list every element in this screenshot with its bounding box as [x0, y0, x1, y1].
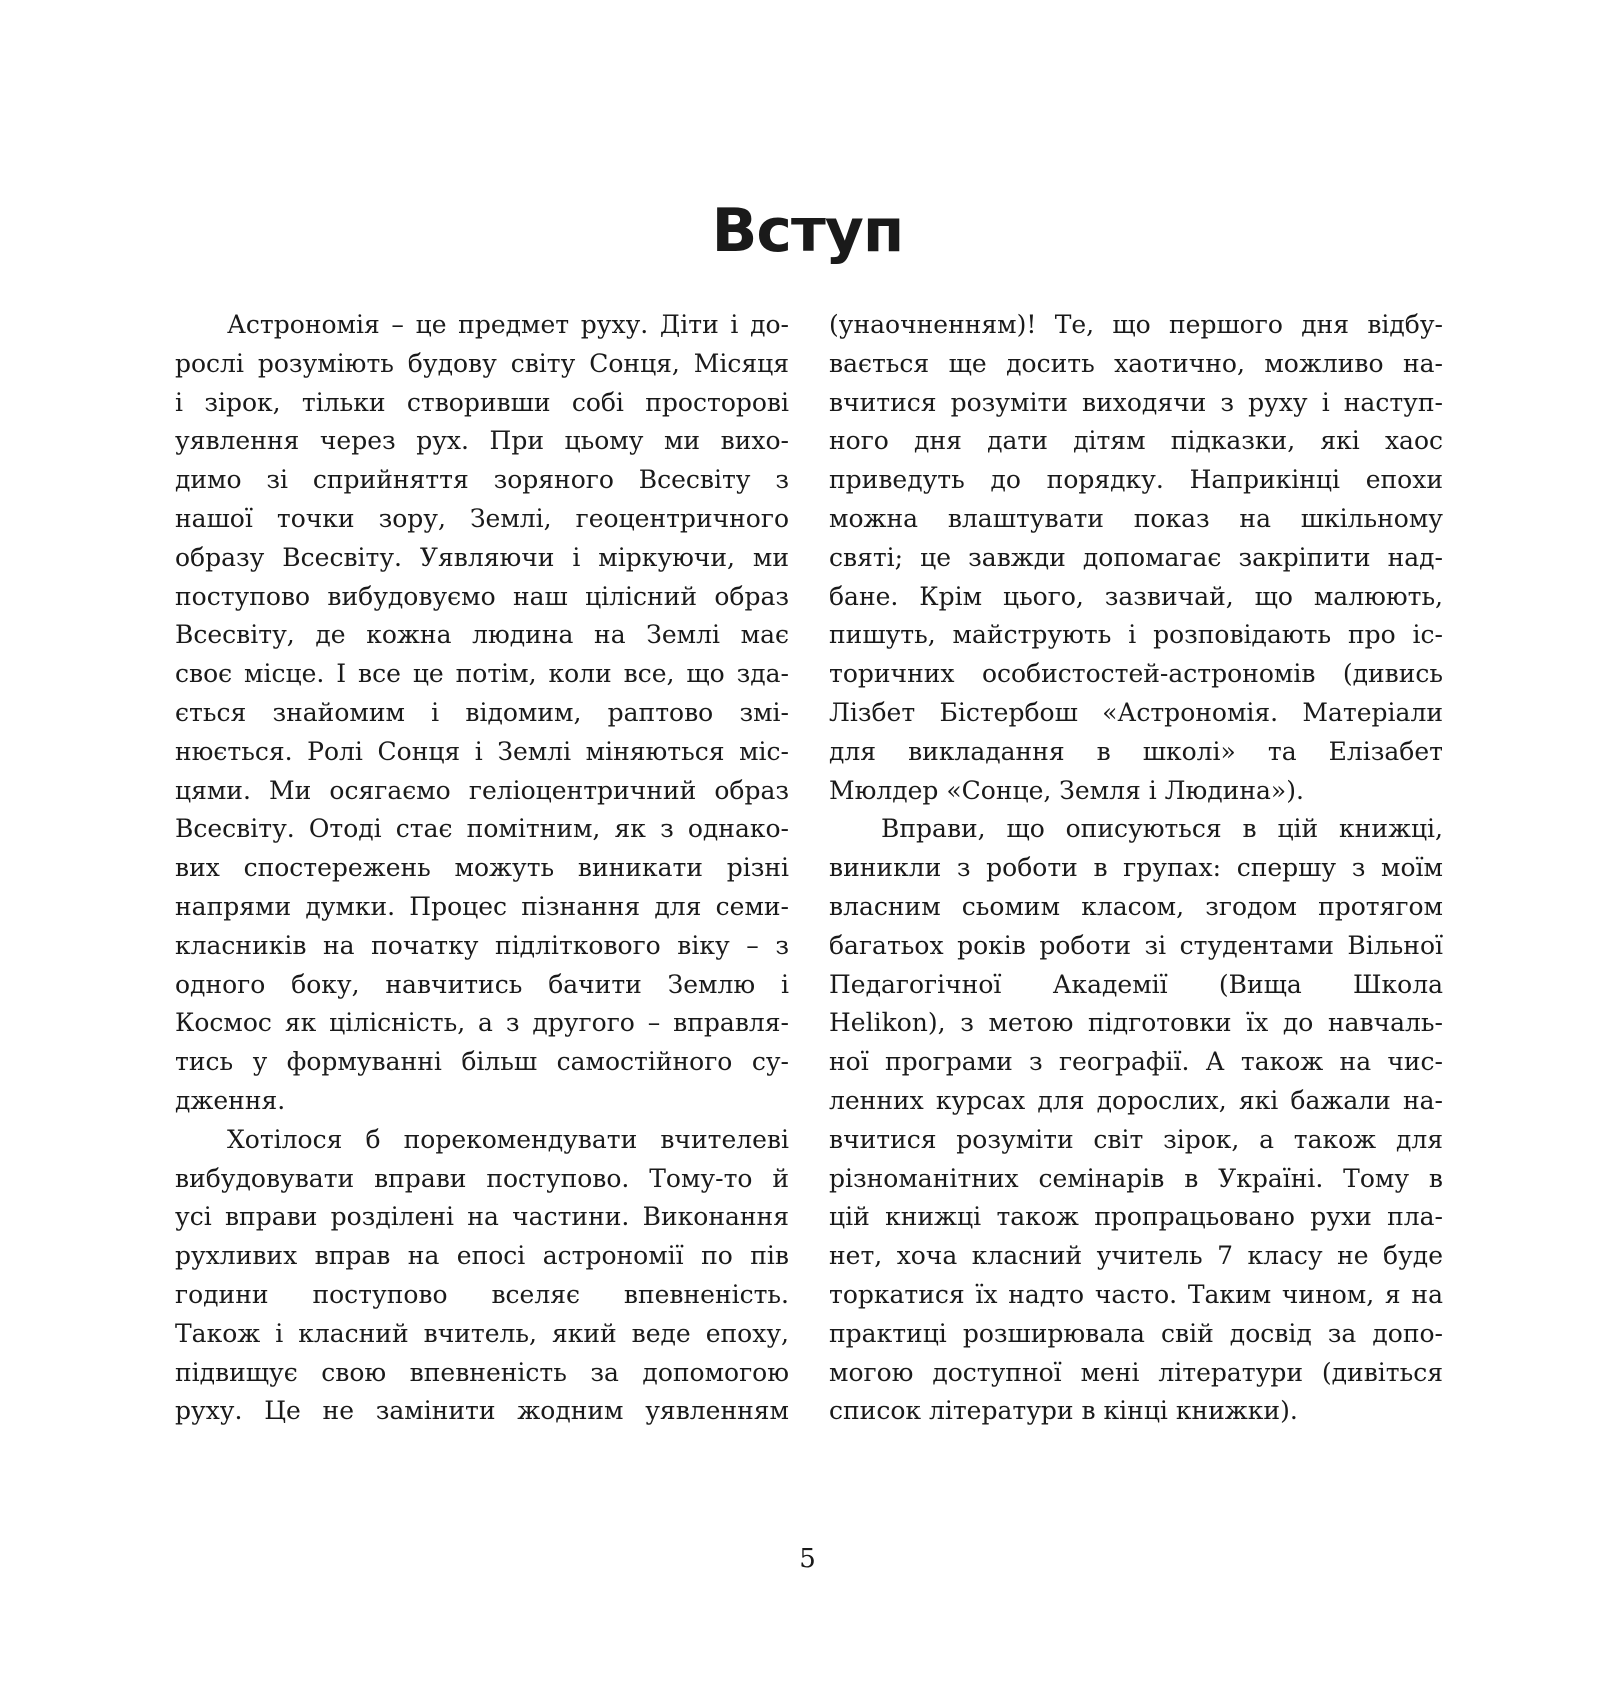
text-line: торичних особистостей-астрономів (дивись	[829, 659, 1443, 689]
text-line: бане. Крім цього, зазвичай, що малюють,	[829, 581, 1443, 611]
text-line: можна влаштувати показ на шкільному	[829, 503, 1443, 533]
text-line: власним сьомим класом, згодом протягом	[829, 891, 1443, 921]
text-line: Лізбет Бістербош «Астрономія. Матеріали	[829, 697, 1443, 727]
text-line: список літератури в кінці книжки).	[829, 1396, 1298, 1426]
text-line: пишуть, майструють і розповідають про іс-	[829, 620, 1443, 650]
text-line: Космос як цілісність, а з другого – вправля-	[175, 1008, 789, 1038]
text-line: поступово вибудовуємо наш цілісний образ	[175, 581, 789, 611]
text-line: уявлення через рух. При цьому ми вихо-	[175, 426, 789, 456]
text-line: практиці розширювала свій досвід за допо-	[829, 1318, 1443, 1348]
text-line: тись у формуванні більш самостійного су-	[175, 1047, 789, 1077]
text-line: приведуть до порядку. Наприкінці епохи	[829, 465, 1443, 495]
text-line: одного боку, навчитись бачити Землю і	[175, 969, 789, 999]
right-text-column	[829, 306, 1443, 1431]
text-line: класників на початку підліткового віку – з	[175, 930, 789, 960]
text-line: Helikon), з метою підготовки їх до навчаль-	[829, 1008, 1443, 1038]
text-line: (унаочненням)! Те, що першого дня відбу-	[829, 310, 1443, 339]
text-line: багатьох років роботи зі студентами Вільної	[829, 930, 1443, 960]
text-line: своє місце. І все це потім, коли все, що зда-	[175, 659, 789, 689]
text-line: вих спостережень можуть виникати різні	[175, 853, 789, 883]
text-line: ленних курсах для дорослих, які бажали на-	[829, 1085, 1443, 1115]
text-line: ється знайомим і відомим, раптово змі-	[175, 697, 789, 727]
text-line: торкатися їх надто часто. Таким чином, я на	[829, 1279, 1443, 1309]
text-line: вчитися розуміти виходячи з руху і наступ-	[829, 387, 1443, 417]
text-line: образу Всесвіту. Уявляючи і міркуючи, ми	[175, 542, 789, 572]
text-line: години поступово вселяє впевненість.	[175, 1279, 789, 1309]
text-line: Всесвіту, де кожна людина на Землі має	[175, 620, 789, 650]
text-line: виникли з роботи в групах: спершу з моїм	[829, 853, 1443, 883]
text-line: могою доступної мені літератури (дивіться	[829, 1357, 1443, 1387]
text-line: рослі розуміють будову світу Сонця, Місяця	[175, 348, 789, 378]
page-title: Вступ	[711, 196, 904, 266]
text-line: вибудовувати вправи поступово. Тому-то й	[175, 1163, 789, 1193]
text-line: рухливих вправ на епосі астрономії по пів	[175, 1241, 789, 1271]
text-line: Педагогічної Академії (Вища Школа	[829, 969, 1443, 999]
text-line: Вправи, що описуються в цій книжці,	[881, 814, 1443, 844]
text-line: для викладання в школі» та Елізабет	[829, 736, 1443, 766]
text-line: Всесвіту. Отоді стає помітним, як з однако-	[175, 814, 789, 844]
left-text-column	[175, 306, 789, 1431]
text-line: ного дня дати дітям підказки, які хаос	[829, 426, 1443, 456]
text-line: Також і класний вчитель, який веде епоху,	[175, 1318, 789, 1348]
text-line: нет, хоча класний учитель 7 класу не буде	[829, 1241, 1443, 1271]
text-line: усі вправи розділені на частини. Виконання	[175, 1202, 789, 1232]
text-line: цій книжці також пропрацьовано рухи пла-	[829, 1202, 1443, 1232]
text-line: вається ще досить хаотично, можливо на-	[829, 348, 1443, 378]
text-line: Хотілося б порекомендувати вчителеві	[227, 1124, 789, 1154]
text-line: і зірок, тільки створивши собі просторові	[175, 387, 789, 417]
text-line: вчитися розуміти світ зірок, а також для	[829, 1124, 1443, 1154]
text-line: напрями думки. Процес пізнання для семи-	[175, 891, 789, 921]
text-line: Мюлдер «Сонце, Земля і Людина»).	[829, 775, 1304, 805]
text-line: цями. Ми осягаємо геліоцентричний образ	[175, 775, 789, 805]
page-number: 5	[799, 1544, 816, 1574]
text-line: руху. Це не замінити жодним уявленням	[175, 1396, 789, 1426]
text-line: нюється. Ролі Сонця і Землі міняються міс-	[175, 736, 789, 766]
text-line: ної програми з географії. А також на чис-	[829, 1047, 1443, 1077]
text-line: підвищує свою впевненість за допомогою	[175, 1357, 789, 1387]
text-line: димо зі сприйняття зоряного Всесвіту з	[175, 465, 789, 495]
text-line: дження.	[175, 1085, 286, 1115]
text-line: різноманітних семінарів в Україні. Тому в	[829, 1163, 1443, 1193]
text-line: святі; це завжди допомагає закріпити над-	[829, 542, 1443, 572]
text-line: нашої точки зору, Землі, геоцентричного	[175, 503, 789, 533]
text-line: Астрономія – це предмет руху. Діти і до-	[227, 310, 789, 339]
